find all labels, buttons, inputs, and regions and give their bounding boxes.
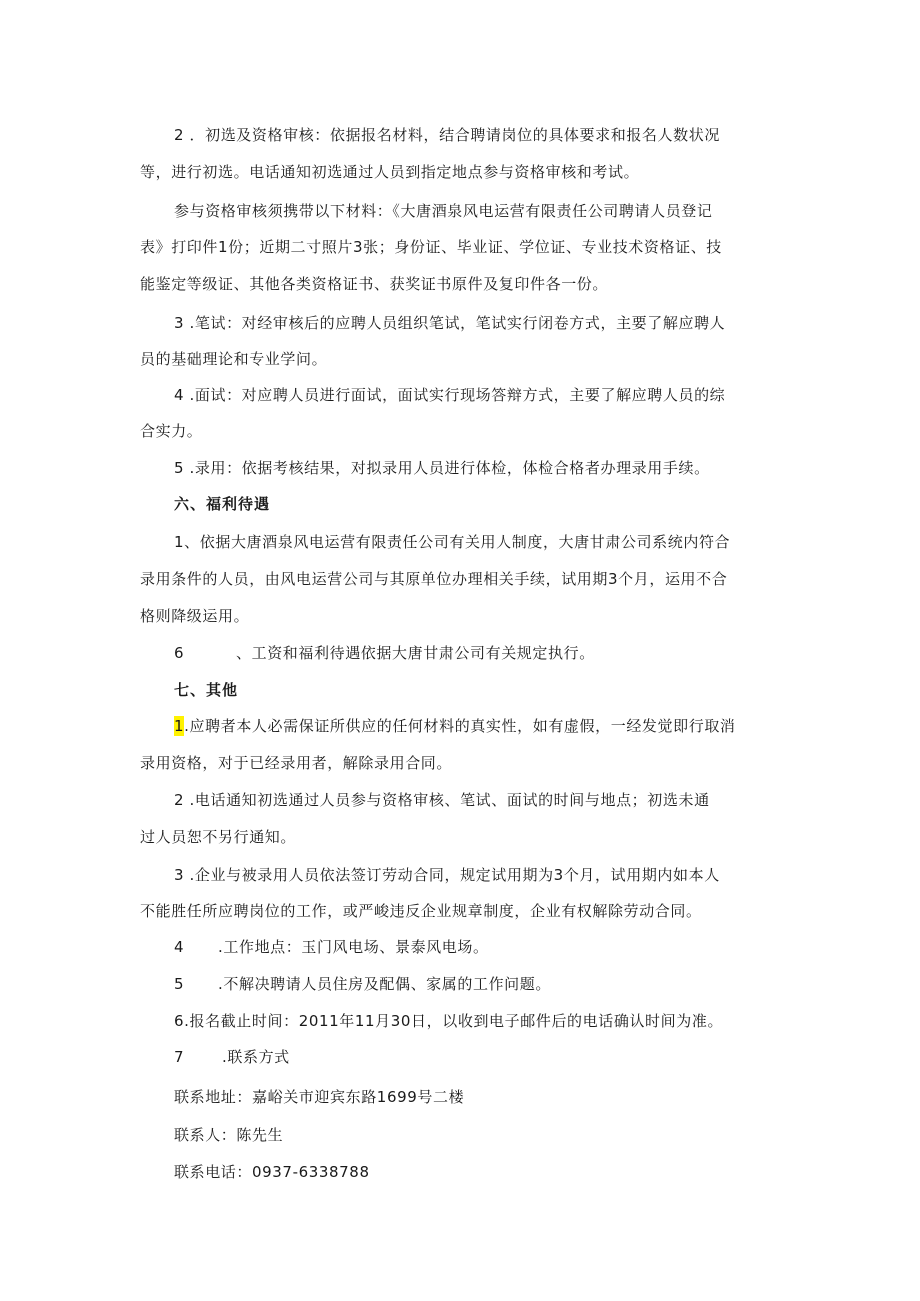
o5-number: 5 bbox=[174, 975, 185, 993]
o4-text: .工作地点：玉门风电场、景泰风电场。 bbox=[218, 938, 489, 956]
section-heading-welfare: 六、福利待遇 bbox=[174, 495, 271, 513]
o1-line1 bbox=[174, 715, 780, 737]
contact-address: 联系地址：嘉峪关市迎宾东路1699号二楼 bbox=[174, 1088, 465, 1106]
o5-text: .不解决聘请人员住房及配偶、家属的工作问题。 bbox=[218, 975, 551, 993]
o7-line bbox=[174, 1046, 780, 1068]
o3-line1: 3 .企业与被录用人员依法签订劳动合同，规定试用期为3个月，试用期内如本人 bbox=[174, 866, 720, 884]
o4-line bbox=[174, 936, 780, 958]
o7-number: 7 bbox=[174, 1048, 185, 1066]
p2-line3: 能鉴定等级证、其他各类资格证书、获奖证书原件及复印件各一份。 bbox=[140, 275, 609, 293]
p1-line2: 等，进行初选。电话通知初选通过人员到指定地点参与资格审核和考试。 bbox=[140, 163, 640, 181]
p3-line1: 3 .笔试：对经审核后的应聘人员组织笔试，笔试实行闭卷方式，主要了解应聘人 bbox=[174, 314, 726, 332]
w1-line2: 录用条件的人员，由风电运营公司与其原单位办理相关手续，试用期3个月，运用不合 bbox=[140, 570, 728, 588]
p4-line2: 合实力。 bbox=[140, 422, 203, 440]
o1-number-highlight: 1 bbox=[174, 717, 185, 735]
o4-number: 4 bbox=[174, 938, 185, 956]
p2-line2: 表》打印件1份；近期二寸照片3张；身份证、毕业证、学位证、专业技术资格证、技 bbox=[140, 238, 722, 256]
o1-line2: 录用资格，对于已经录用者，解除录用合同。 bbox=[140, 754, 453, 772]
o3-line2: 不能胜任所应聘岗位的工作，或严峻违反企业规章制度，企业有权解除劳动合同。 bbox=[140, 902, 702, 920]
o5-line bbox=[174, 973, 780, 995]
p2-line1: 参与资格审核须携带以下材料：《大唐酒泉风电运营有限责任公司聘请人员登记 bbox=[174, 202, 713, 220]
w2-number: 6 bbox=[174, 644, 185, 662]
contact-person: 联系人：陈先生 bbox=[174, 1126, 284, 1144]
section-heading-other: 七、其他 bbox=[174, 681, 239, 699]
o1-text: .应聘者本人必需保证所供应的任何材料的真实性，如有虚假，一经发觉即行取消 bbox=[184, 717, 736, 735]
o7-text: .联系方式 bbox=[222, 1048, 290, 1066]
w1-line3: 格则降级运用。 bbox=[140, 607, 250, 625]
o2-line2: 过人员恕不另行通知。 bbox=[140, 828, 297, 846]
w2-text: 、工资和福利待遇依据大唐甘肃公司有关规定执行。 bbox=[236, 644, 595, 662]
o6-line: 6.报名截止时间：2011年11月30日，以收到电子邮件后的电话确认时间为准。 bbox=[174, 1012, 724, 1030]
p5-line1: 5 .录用：依据考核结果，对拟录用人员进行体检，体检合格者办理录用手续。 bbox=[174, 459, 710, 477]
p3-line2: 员的基础理论和专业学问。 bbox=[140, 350, 328, 368]
w1-line1: 1、依据大唐酒泉风电运营有限责任公司有关用人制度，大唐甘肃公司系统内符合 bbox=[174, 533, 731, 551]
w2-line bbox=[174, 642, 780, 664]
contact-phone: 联系电话：0937-6338788 bbox=[174, 1163, 370, 1181]
o2-line1: 2 .电话通知初选通过人员参与资格审核、笔试、面试的时间与地点；初选未通 bbox=[174, 791, 710, 809]
p4-line1: 4 .面试：对应聘人员进行面试，面试实行现场答辩方式，主要了解应聘人员的综 bbox=[174, 386, 726, 404]
p1-line1: 2 ．初选及资格审核：依据报名材料，结合聘请岗位的具体要求和报名人数状况 bbox=[174, 126, 720, 144]
